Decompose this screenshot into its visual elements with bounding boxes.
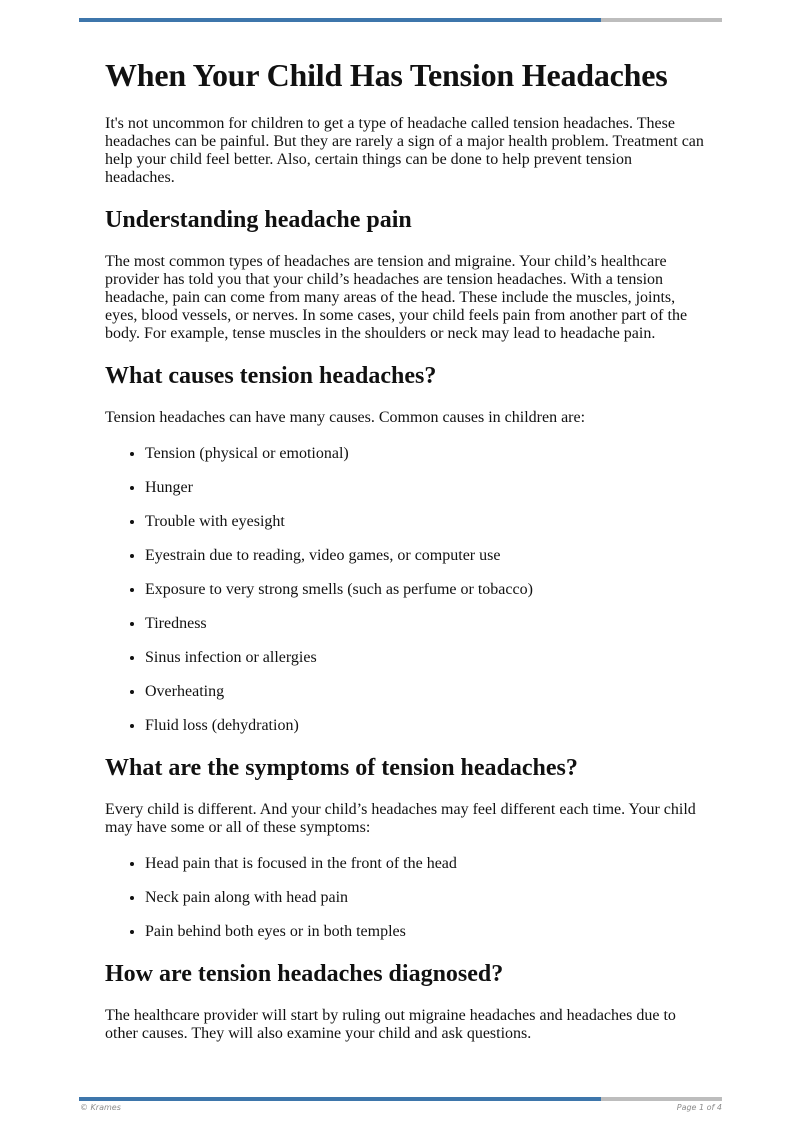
section-paragraph: The healthcare provider will start by ruling out migraine headaches and headaches due to other causes. They will also examine your child and ask questions. — [105, 1007, 676, 1042]
list-item: • Neck pain along with head pain — [145, 889, 705, 907]
footer-bar-accent — [79, 1097, 601, 1101]
section-paragraph: The most common types of headaches are tension and migraine. Your child’s healthcare provider has told you that your child’s headaches are tension headaches. With a tension headache, pain can come from many areas of the head. These include the muscles, joints, eyes, blood vessels, or nerves. In some cases, your child feels pain from another part of the body. For example, tense muscles in the shoulders or neck may lead to headache pain. — [105, 253, 688, 342]
list-item: • Exposure to very strong smells (such as perfume or tobacco) — [145, 581, 705, 599]
list-item: • Head pain that is focused in the front of the head — [145, 855, 705, 873]
list-item: • Hunger — [145, 479, 705, 497]
section-symptoms — [105, 753, 705, 941]
footer-divider-bar — [79, 1097, 722, 1101]
list-item: • Tension (physical or emotional) — [145, 445, 705, 463]
section-heading: What are the symptoms of tension headaches? — [105, 755, 578, 781]
list-item: • Overheating — [145, 683, 705, 701]
footer-copyright: © Krames — [80, 1103, 121, 1112]
footer-page-indicator: Page 1 of 4 — [676, 1103, 722, 1112]
causes-list — [105, 445, 705, 735]
list-item: • Trouble with eyesight — [145, 513, 705, 531]
list-item: • Pain behind both eyes or in both temples — [145, 923, 705, 941]
section-heading: How are tension headaches diagnosed? — [105, 961, 504, 987]
section-paragraph: Tension headaches can have many causes. Common causes in children are: — [105, 409, 586, 426]
section-heading: What causes tension headaches? — [105, 363, 437, 389]
footer-bar-rest — [601, 1097, 722, 1101]
list-item: • Fluid loss (dehydration) — [145, 717, 705, 735]
header-bar-rest — [601, 18, 722, 22]
document-title: When Your Child Has Tension Headaches — [105, 57, 668, 93]
list-item: • Tiredness — [145, 615, 705, 633]
header-bar-accent — [79, 18, 601, 22]
section-paragraph: Every child is different. And your child’s headaches may feel different each time. Your child may have some or all of these symptoms: — [105, 801, 696, 836]
list-item: • Sinus infection or allergies — [145, 649, 705, 667]
section-heading: Understanding headache pain — [105, 207, 412, 233]
document-body — [105, 54, 705, 1061]
header-divider-bar — [79, 18, 722, 22]
section-understanding-headache-pain — [105, 205, 705, 343]
symptoms-list — [105, 855, 705, 941]
list-item: • Eyestrain due to reading, video games, or computer use — [145, 547, 705, 565]
section-diagnosis — [105, 959, 705, 1043]
intro-paragraph: It's not uncommon for children to get a type of headache called tension headaches. These headaches can be painful. But they are rarely a sign of a major health problem. Treatment can help your child feel better. Also, certain things can be done to help prevent tension headaches. — [105, 115, 704, 186]
section-causes — [105, 361, 705, 735]
